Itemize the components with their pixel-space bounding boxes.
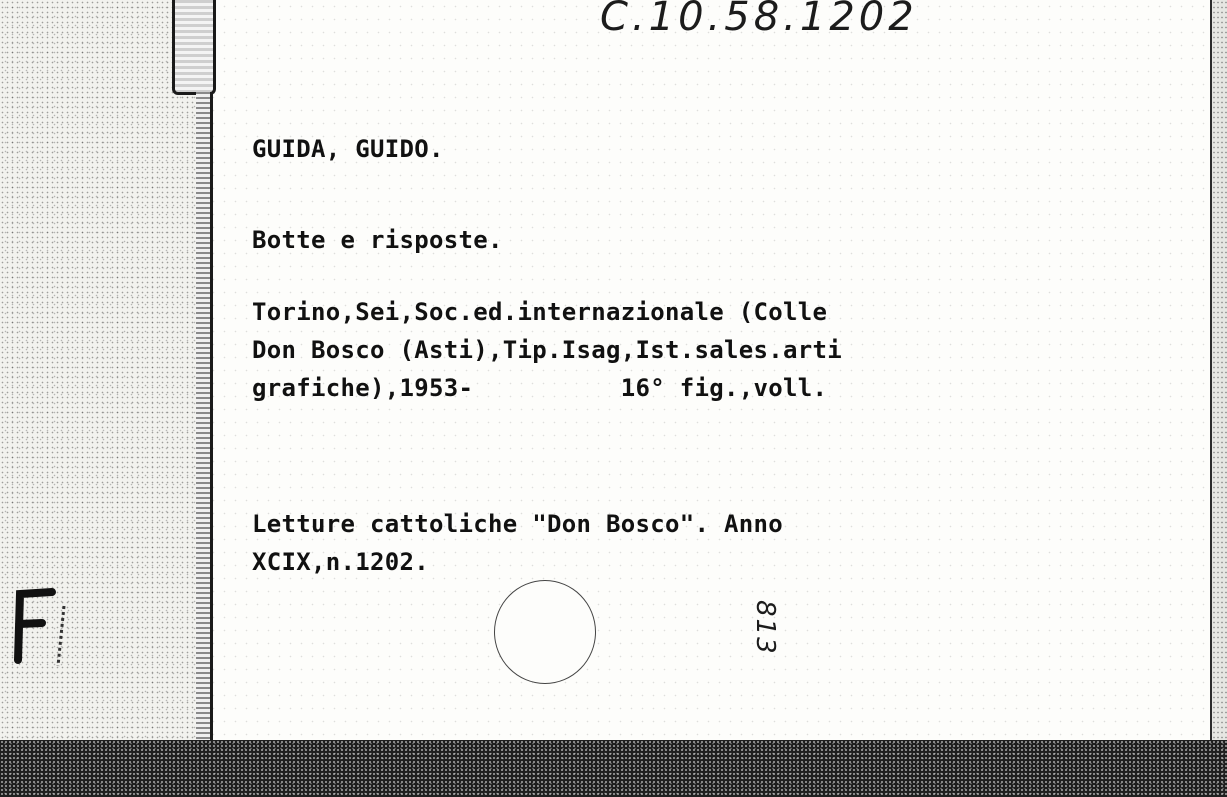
scan-bottom-band bbox=[0, 740, 1227, 797]
binding-rod bbox=[196, 92, 213, 740]
series-line-2: XCIX,n.1202. bbox=[252, 548, 429, 576]
catalog-card bbox=[205, 0, 1213, 740]
punch-hole bbox=[494, 580, 596, 684]
imprint-line-3: grafiche),1953- 16° fig.,voll. bbox=[252, 374, 828, 402]
imprint-line-2: Don Bosco (Asti),Tip.Isag,Ist.sales.arti bbox=[252, 336, 842, 364]
card-right-edge bbox=[1210, 0, 1227, 740]
imprint-line-1: Torino,Sei,Soc.ed.internazionale (Colle bbox=[252, 298, 828, 326]
side-number: 813 bbox=[750, 600, 780, 656]
author-heading: GUIDA, GUIDO. bbox=[252, 135, 444, 163]
series-line-1: Letture cattoliche "Don Bosco". Anno bbox=[252, 510, 783, 538]
margin-letter-f bbox=[12, 588, 72, 668]
book-title: Botte e risposte. bbox=[252, 226, 503, 254]
binding-rod-top bbox=[172, 0, 216, 95]
shelf-mark: C.10.58.1202 bbox=[600, 0, 918, 40]
